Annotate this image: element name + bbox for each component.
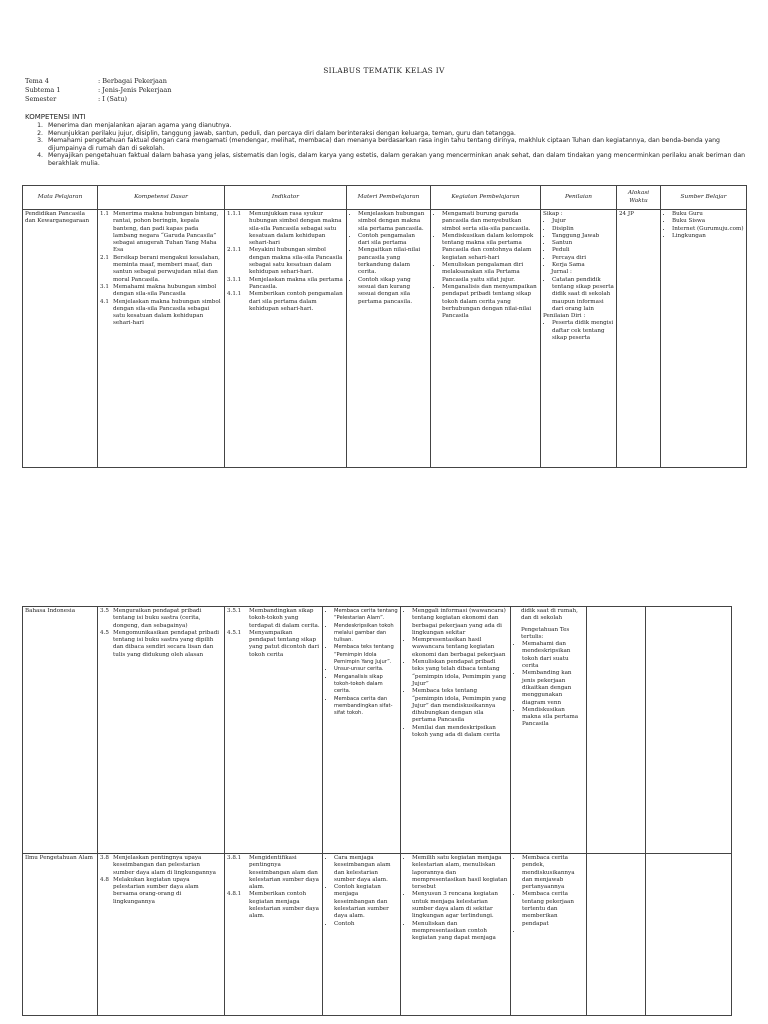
- alokasi-cell: [587, 854, 646, 1016]
- kegiatan-cell: [431, 210, 541, 468]
- sumber-item: • Buku Guru: [672, 211, 744, 218]
- kd-item: 3.8 Menjelaskan pentingnya upaya keseimbangan dan pelestarian sumber daya alam di lingkungannya: [100, 855, 216, 876]
- header-kompetensi-dasar: Kompetensi Dasar: [98, 186, 225, 210]
- tes-item: • Mendiskusikan makna sila pertama Pancasila: [522, 707, 584, 729]
- tes-tertulis-label: Pengetahuan Tes tertulis:: [521, 626, 570, 640]
- kompetensi-inti-heading: KOMPETENSI INTI: [25, 113, 86, 121]
- header-penilaian: Penilaian: [541, 186, 617, 210]
- meta-row-tema: Tema 4 : Berbagai Pekerjaan: [25, 77, 167, 85]
- materi-item: • Mengaitkan nilai-nilai pancasila yang terkandung dalam cerita.: [358, 247, 428, 276]
- materi-item: • Contoh pengamalan dari sila pertama: [358, 233, 428, 248]
- alokasi-cell: 24 JP: [617, 210, 661, 468]
- mapel-cell: Bahasa Indonesia: [23, 607, 98, 854]
- materi-item: • Contoh kegiatan menjaga keseimbangan dan kelestarian sumber daya alam.: [334, 884, 398, 920]
- meta-row-semester: Semester : I (Satu): [25, 95, 128, 103]
- indikator-cell: [225, 210, 347, 468]
- kd-item: 2.1 Bersikap berani mengakui kesalahan, meminta maaf, memberi maaf, dan santun sebagai perwujudan nilai dan moral Pancasila.: [100, 254, 220, 283]
- kompetensi-inti-item: 3. Memahami pengetahuan faktual dengan cara mengamati (mendengar, melihat, membaca) dan menanya berdasarkan rasa ingin tahu tentang dirinya, makhluk ciptaan Tuhan dan kegiatannya, dan benda-benda yang dijumpainya di rumah dan di sekolah.: [37, 137, 720, 152]
- indikator-item: 1.1.1 Menunjukkan rasa syukur hubungan simbol dengan makna sila-sila Pancasila sebagai satu kesatuan dalam kehidupan sehari-hari: [227, 211, 342, 247]
- materi-item: • Membaca cerita dan membandingkan sifat-sifat tokoh.: [334, 696, 398, 718]
- kd-cell: [98, 607, 225, 854]
- materi-cell: [323, 854, 401, 1016]
- kegiatan-cell: [401, 854, 511, 1016]
- document-meta: [25, 77, 171, 104]
- penilaian-diri-label: Penilaian Diri :: [543, 313, 586, 320]
- indikator-item: 2.1.1 Meyakini hubungan simbol dengan makna sila-sila Pancasila sebagai satu kesatuan dalam kehidupan sehari-hari.: [227, 247, 343, 276]
- sikap-label: Sikap :: [543, 211, 563, 217]
- kegiatan-item: • Membaca teks tentang “pemimpin idola, Pemimpin yang Jujur” dan mendiskusikannya dihubungkan dengan sila pertama Pancasila: [412, 688, 508, 724]
- kompetensi-inti-item: 4. Menyajikan pengetahuan faktual dalam bahasa yang jelas, sistematis dan logis, dalam karya yang estetis, dalam gerakan yang mencerminkan anak sehat, dan dalam tindakan yang mencerminkan perilaku anak beriman dan berakhlak mulia.: [37, 152, 746, 167]
- kegiatan-item: • Mendiskusikan dalam kelompok tentang makna sila pertama Pancasila dan contohnya dalam kegiatan sehari-hari: [442, 233, 538, 262]
- sumber-item: • Lingkungan: [672, 233, 744, 240]
- kegiatan-item: • Mengamati burung garuda pancasila dan menyebutkan simbol serta sila-sila pancasila.: [442, 211, 538, 233]
- materi-cell: [347, 210, 431, 468]
- materi-item: • Menganalisis sikap tokoh-tokoh dalam cerita.: [334, 674, 398, 696]
- mapel-cell: Pendidikan Pancasila dan Kewarganegaraan: [23, 210, 98, 468]
- sikap-item: • Jujur: [552, 218, 614, 225]
- indikator-item: 4.1.1 Memberikan contoh pengamalan dari sila pertama dalam kehidupan sehari-hari.: [227, 291, 343, 312]
- jurnal-text: • Catatan pendidik tentang sikap peserta didik saat di sekolah maupun informasi dari orang lain: [552, 277, 614, 313]
- sumber-cell: [646, 607, 732, 854]
- penilaian-item: • Membaca cerita pendek, mendiskusikannya dan menjawab pertanyaannya: [522, 855, 584, 891]
- materi-item: • Membaca teks tentang “Pemimpin Idola Pemimpin Yang Jujur”.: [334, 644, 398, 666]
- kegiatan-item: • Menuliskan dan mempresentasikan contoh kegiatan yang dapat menjaga: [412, 921, 508, 943]
- table-row-ppkn: [23, 210, 747, 468]
- kompetensi-inti-list: [25, 122, 757, 167]
- alokasi-cell: [587, 607, 646, 854]
- kegiatan-item: • Memilih satu kegiatan menjaga kelestarian alam, menuliskan laporannya dan mempresentasikan hasil kegiatan tersebut: [412, 855, 508, 891]
- indikator-item: 3.8.1 Mengidentifikasi pentingnya keseimbangan alam dan kelestarian sumber daya alam.: [227, 855, 319, 891]
- sumber-item: • Buku Siswa: [672, 218, 744, 225]
- penilaian-item: [522, 928, 584, 935]
- meta-row-subtema: Subtema 1 : Jenis-Jenis Pekerjaan: [25, 86, 172, 94]
- kd-item: 3.5 Menguraikan pendapat pribadi tentang isi buku sastra (cerita, dongeng, dan sebagainya): [100, 608, 202, 629]
- materi-item: • Contoh sikap yang sesuai dan kurang sesuai dengan sila pertama pancasila.: [358, 277, 428, 306]
- sikap-item: • Santun: [552, 240, 614, 247]
- penilaian-cell: [511, 854, 587, 1016]
- kegiatan-item: • Menilai dan mendeskripsikan tokoh yang ada di dalam cerita: [412, 725, 508, 740]
- tes-item: • Memahami dan mendeskripsikan tokoh dari suatu cerita: [522, 641, 584, 670]
- header-kegiatan: Kegiatan Pembelajaran: [431, 186, 541, 210]
- table-header-row: [23, 186, 747, 210]
- materi-item: • Cara menjaga keseimbangan alam dan kelestarian sumber daya alam.: [334, 855, 398, 884]
- header-alokasi-waktu: Alokasi Waktu: [617, 186, 661, 210]
- materi-item: • Unsur-unsur cerita.: [334, 666, 398, 673]
- sumber-item: • Internet (Gurumuju.com): [672, 226, 744, 233]
- sikap-item: • Peduli: [552, 247, 614, 254]
- sikap-item: • Disiplin: [552, 226, 614, 233]
- materi-item: • Membaca cerita tentang “Pelestarian Alam”.: [334, 608, 398, 623]
- kd-cell: [98, 854, 225, 1016]
- indikator-cell: [225, 854, 323, 1016]
- indikator-item: 3.5.1 Membandingkan sikap tokoh-tokoh yang terdapat di dalam cerita.: [227, 608, 320, 629]
- sikap-item: • Percaya diri: [552, 255, 614, 262]
- jurnal-label: Jurnal :: [551, 269, 572, 276]
- penilaian-item: • Membaca cerita tentang pekerjaan tertentu dan memberikan pendapat: [522, 891, 584, 927]
- indikator-item: 4.8.1 Memberikan contoh kegiatan menjaga kelestarian sumber daya alam.: [227, 891, 319, 920]
- header-mata-pelajaran: Mata Pelajaran: [23, 186, 98, 210]
- materi-item: • Mendeskripsikan tokoh melalui gambar dan tulisan.: [334, 623, 398, 645]
- silabus-table-page-1: [22, 185, 747, 468]
- kegiatan-item: • Menuliskan pendapat pribadi teks yang telah dibaca tentang “pemimpin idola, Pemimpin yang Jujur”: [412, 659, 508, 688]
- kd-item: 1.1 Menerima makna hubungan bintang, rantai, pohon beringin, kepala banteng, dan padi kapas pada lambang negara “Garuda Pancasila” sebagai anugerah Tuhan Yang Maha Esa: [100, 211, 219, 254]
- kegiatan-item: • Mempresentasikan hasil wawancara tentang kegiatan ekonomi dan berbagai pekerjaan: [412, 637, 508, 659]
- penilaian-cell: [511, 607, 587, 854]
- kompetensi-inti-item: 2. Menunjukkan perilaku jujur, disiplin, tanggung jawab, santun, peduli, dan percaya diri dalam berinteraksi dengan keluarga, teman, guru dan tetangga.: [37, 129, 516, 137]
- table-row-bahasa-indonesia: [23, 607, 732, 854]
- silabus-table-page-2: [22, 606, 732, 1016]
- indikator-cell: [225, 607, 323, 854]
- sumber-cell: [646, 854, 732, 1016]
- sumber-cell: [661, 210, 747, 468]
- penilaian-cell: [541, 210, 617, 468]
- mapel-cell: Ilmu Pengetahuan Alam: [23, 854, 98, 1016]
- kegiatan-cell: [401, 607, 511, 854]
- materi-cell: [323, 607, 401, 854]
- page-title: SILABUS TEMATIK KELAS IV: [323, 66, 445, 75]
- kd-item: 3.1 Memahami makna hubungan simbol dengan sila-sila Pancasila: [100, 283, 217, 298]
- kd-item: 4.5 Mengomunikasikan pendapat pribadi tentang isi buku sastra yang dipilih dan dibaca sendiri secara lisan dan tulis yang didukung oleh alasan: [100, 629, 220, 658]
- kd-item: 4.1 Menjelaskan makna hubungan simbol dengan sila-sila Pancasila sebagai satu kesatuan dalam kehidupan sehari-hari: [100, 298, 221, 327]
- kegiatan-item: • Menuliskan pengalaman diri melaksanakan sila Pertama Pancasila yaitu sifat jujur.: [442, 262, 538, 284]
- kd-item: 4.8 Melakukan kegiatan upaya pelestarian sumber daya alam bersama orang-orang di lingkungannya: [100, 876, 199, 905]
- table-row-ipa: [23, 854, 732, 1016]
- kegiatan-item: • Menyusun 3 rencana kegiatan untuk menjaga kelestarian sumber daya alam di sekitar lingkungan agar terlindungi.: [412, 891, 508, 920]
- materi-item: • Contoh: [334, 921, 398, 928]
- sikap-item: • Tanggung Jawab: [552, 233, 614, 240]
- kompetensi-inti-item: 1. Menerima dan menjalankan ajaran agama yang dianutnya.: [37, 122, 232, 129]
- kegiatan-item: • Menganalisis dan menyampaikan pendapat pribadi tentang sikap tokoh dalam cerita yang berhubungan dengan nilai-nilai Pancasila: [442, 284, 538, 320]
- indikator-item: 4.5.1 Menyampaikan pendapat tentang sikap yang patut dicontoh dari tokoh cerita: [227, 629, 320, 658]
- indikator-item: 3.1.1 Menjelaskan makna sila pertama Pancasila.: [227, 276, 343, 290]
- kegiatan-item: • Menggali informasi (wawancara) tentang kegiatan ekonomi dan berbagai pekerjaan yang ada di lingkungan sekitar: [412, 608, 508, 637]
- header-sumber-belajar: Sumber Belajar: [661, 186, 747, 210]
- materi-item: • Menjelaskan hubungan simbol dengan makna sila pertama pancasila.: [358, 211, 428, 233]
- header-materi: Materi Pembelajaran: [347, 186, 431, 210]
- penilaian-lead: didik saat di rumah, dan di sekolah: [521, 608, 578, 622]
- tes-item: • Membanding kan jenis pekerjaan dikaitkan dengan menggunakan diagram venn: [522, 670, 584, 706]
- header-indikator: Indikator: [225, 186, 347, 210]
- sikap-item: • Kerja Sama: [552, 262, 614, 269]
- kd-cell: [98, 210, 225, 468]
- penilaian-diri-text: • Peserta didik mengisi daftar cek tentang sikap peserta: [552, 320, 614, 342]
